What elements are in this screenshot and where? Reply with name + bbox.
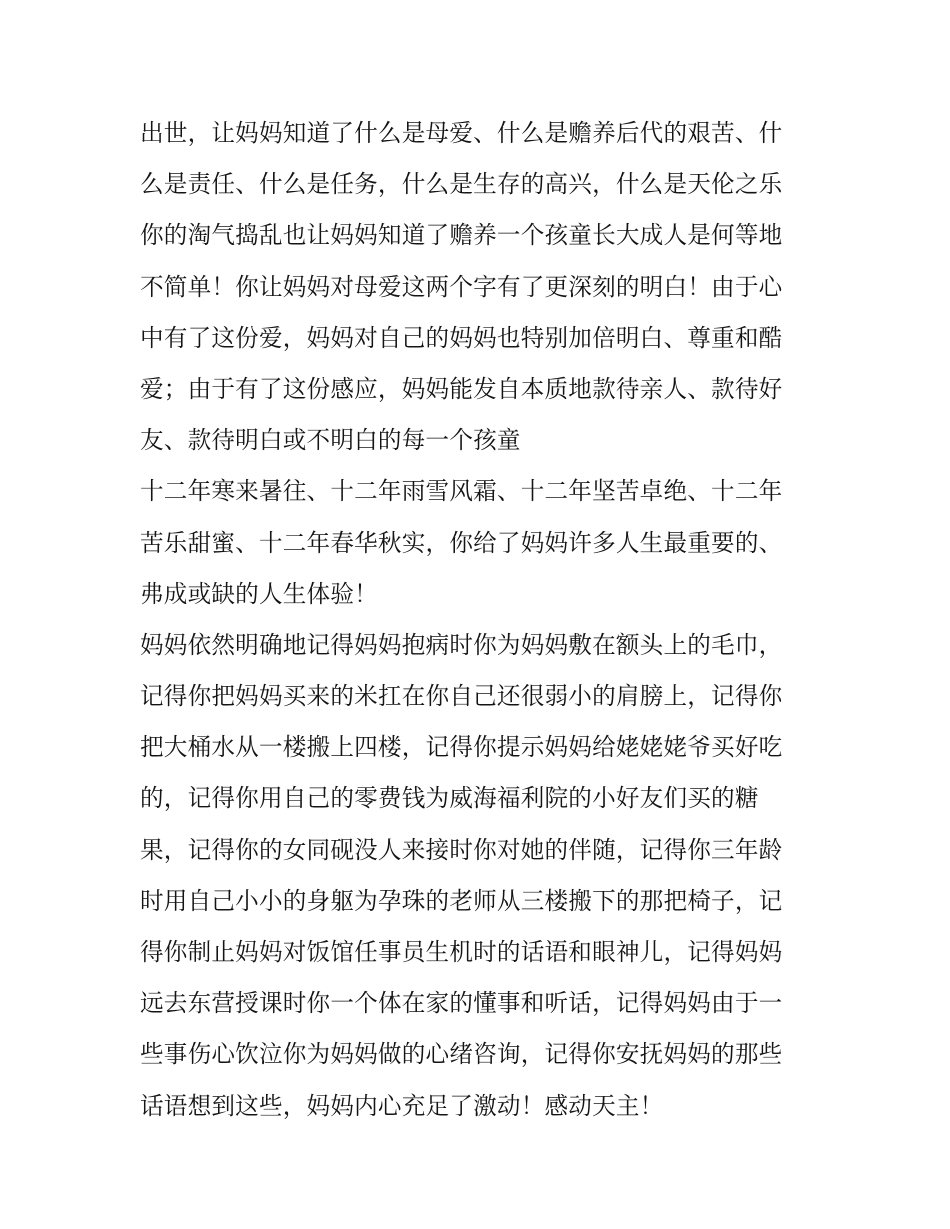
text-line: 十二年寒来暑往、十二年雨雪风霜、十二年坚苦卓绝、十二年 — [140, 477, 783, 506]
text-line: 你的淘气捣乱也让妈妈知道了赡养一个孩童长大成人是何等地 — [140, 221, 783, 250]
text-line: 果，记得你的女同砚没人来接时你对她的伴随，记得你三年龄 — [140, 835, 783, 864]
text-line: 么是责任、什么是任务，什么是生存的高兴，什么是天伦之乐 — [140, 170, 783, 199]
text-line: 的，记得你用自己的零费钱为威海福利院的小好友们买的糖 — [140, 784, 759, 813]
text-line: 得你制止妈妈对饭馆任事员生机时的话语和眼神儿，记得妈妈 — [140, 938, 783, 966]
text-line: 把大桶水从一楼搬上四楼，记得你提示妈妈给姥姥姥爷买好吃 — [140, 733, 783, 762]
text-line: 些事伤心饮泣你为妈妈做的心绪咨询，记得你安抚妈妈的那些 — [140, 1040, 783, 1069]
text-line: 中有了这份爱，妈妈对自己的妈妈也特别加倍明白、尊重和酷 — [140, 323, 783, 352]
text-line: 妈妈依然明确地记得妈妈抱病时你为妈妈敷在额头上的毛巾， — [140, 630, 783, 659]
text-line: 友、款待明白或不明白的每一个孩童 — [140, 426, 521, 455]
text-line: 记得你把妈妈买来的米扛在你自己还很弱小的肩膀上，记得你 — [140, 682, 783, 711]
text-line: 话语想到这些，妈妈内心充足了激动！感动天主！ — [140, 1091, 664, 1120]
text-line: 远去东营授课时你一个体在家的懂事和听话，记得妈妈由于一 — [140, 989, 783, 1018]
text-line: 不简单！你让妈妈对母爱这两个字有了更深刻的明白！由于心 — [140, 272, 783, 301]
text-line: 时用自己小小的身躯为孕珠的老师从三楼搬下的那把椅子，记 — [140, 886, 783, 915]
text-line: 苦乐甜蜜、十二年春华秋实，你给了妈妈许多人生最重要的、 — [140, 528, 783, 557]
text-line: 弗成或缺的人生体验！ — [140, 579, 378, 608]
text-line: 爱；由于有了这份感应，妈妈能发自本质地款待亲人、款待好 — [140, 374, 783, 403]
text-line: 出世，让妈妈知道了什么是母爱、什么是赡养后代的艰苦、什 — [140, 119, 783, 147]
body-text — [140, 108, 820, 1132]
